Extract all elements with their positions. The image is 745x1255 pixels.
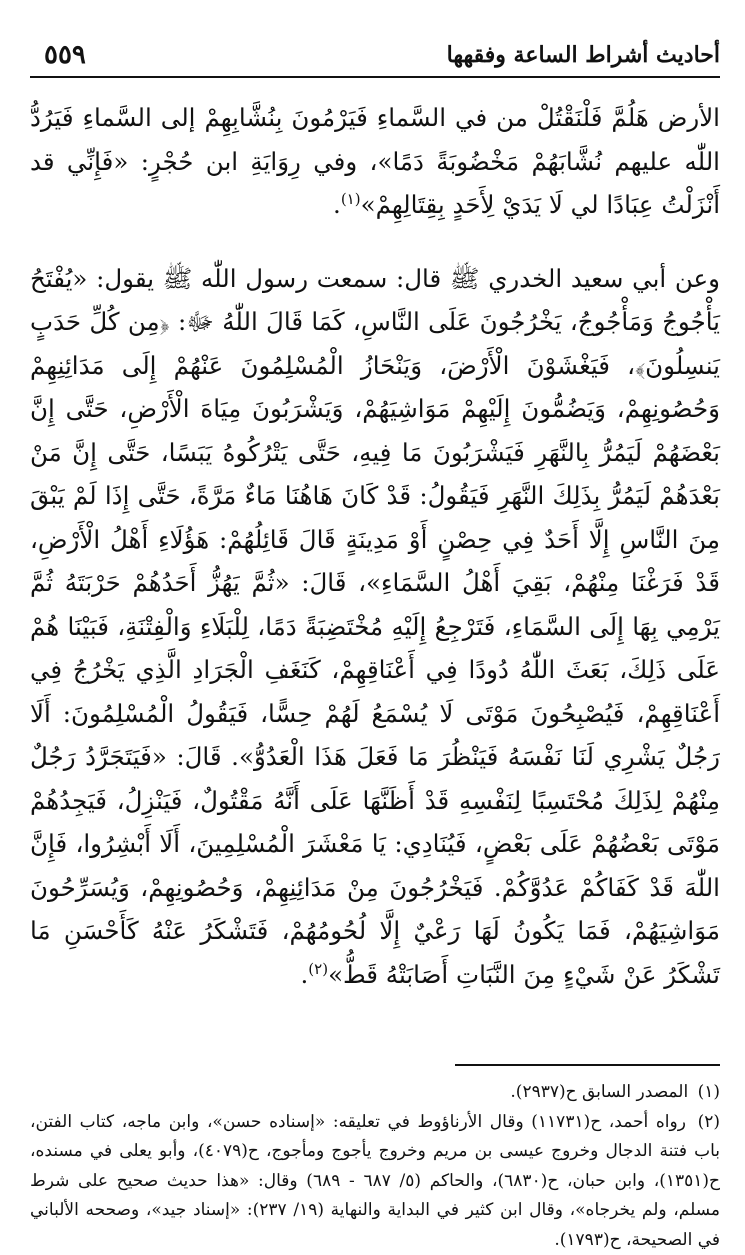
footnote-separator: [455, 1064, 720, 1066]
footnote: [30, 1078, 720, 1108]
footnote-text: رواه أحمد، ح(١١٧٣١) وقال الأرناؤوط في تعليقه: «إسناده حسن»، وابن ماجه، كتاب الفتن، باب فتنة الدجال وخروج عيسى بن مريم وخروج يأجوج ومأجوج، ح(٤٠٧٩)، وأبو يعلى في مسنده، ح(١٣٥١)، وابن حبان، ح(٦٨٣٠)، والحاكم (٥/ ٦٨٧ - ٦٨٩) وقال: «هذا حديث صحيح على شرط مسلم، ولم يخرجاه»، وقال ابن كثير في البداية والنهاية (١٩/ ٢٣٧): «إسناد جيد»، وصححه الألباني في الصحيحة، ح(١٧٩٣).: [30, 1112, 720, 1250]
main-text: [30, 96, 720, 996]
paragraph-text: الأرض هَلُمَّ فَلْنَقْتُلْ من في السَّماءِ فَيَرْمُونَ بِنُشَّابِهِمْ إلى السَّماءِ فَيَرُدُّ اللّٰه عليهم نُشَّابَهُمْ مَخْضُوبَةً دَمًا»، وفي رِوَايَةِ ابن حُجْرٍ: «فَإِنِّي قد أَنْزَلْتُ عِبَادًا لي لَا يَدَيْ لِأَحَدٍ بِقِتَالِهِمْ»: [30, 103, 720, 219]
footnote-number: (١): [698, 1082, 720, 1102]
footnote-reference: (٢): [308, 959, 328, 977]
page-header: [30, 40, 720, 78]
running-title: أحاديث أشراط الساعة وفقهها: [447, 42, 720, 68]
footnotes: [30, 1078, 720, 1255]
footnote-number: (٢): [698, 1112, 720, 1132]
paragraph-text: وعن أبي سعيد الخدري ﷺ قال: سمعت رسول اللّٰه ﷺ يقول: «يُفْتَحُ يَأْجُوجُ وَمَأْجُوجُ، يَخْرُجُونَ عَلَى النَّاسِ، كَمَا قَالَ اللّٰهُ ﷻ: ﴿مِن كُلِّ حَدَبٍ يَنسِلُونَ﴾، فَيَغْشَوْنَ الْأَرْضَ، وَيَنْحَازُ الْمُسْلِمُونَ عَنْهُمْ إِلَى مَدَائِنِهِمْ وَحُصُونِهِمْ، وَيَضُمُّونَ إِلَيْهِمْ مَوَاشِيَهُمْ، وَيَشْرَبُونَ مِيَاهَ الْأَرْضِ، حَتَّى إِنَّ بَعْضَهُمْ لَيَمُرُّ بِالنَّهَرِ فَيَشْرَبُونَ مَا فِيهِ، حَتَّى يَتْرُكُوهُ يَبَسًا، حَتَّى إِنَّ مَنْ بَعْدَهُمْ لَيَمُرُّ بِذَلِكَ النَّهَرِ فَيَقُولُ: قَدْ كَانَ هَاهُنَا مَاءٌ مَرَّةً، حَتَّى إِذَا لَمْ يَبْقَ مِنَ النَّاسِ إِلَّا أَحَدٌ فِي حِصْنٍ أَوْ مَدِينَةٍ قَالَ قَائِلُهُمْ: هَؤُلَاءِ أَهْلُ الْأَرْضِ، قَدْ فَرَغْنَا مِنْهُمْ، بَقِيَ أَهْلُ السَّمَاءِ»، قَالَ: «ثُمَّ يَهُزُّ أَحَدُهُمْ حَرْبَتَهُ ثُمَّ يَرْمِي بِهَا إِلَى السَّمَاءِ، فَتَرْجِعُ إِلَيْهِ مُخْتَضِبَةً دَمًا، لِلْبَلَاءِ وَالْفِتْنَةِ، فَبَيْنَا هُمْ عَلَى ذَلِكَ، بَعَثَ اللّٰهُ دُودًا فِي أَعْنَاقِهِمْ، كَنَغَفِ الْجَرَادِ الَّذِي يَخْرُجُ فِي أَعْنَاقِهِمْ، فَيُصْبِحُونَ مَوْتَى لَا يُسْمَعُ لَهُمْ حِسًّا، فَيَقُولُ الْمُسْلِمُونَ: أَلَا رَجُلٌ يَشْرِي لَنَا نَفْسَهُ فَيَنْظُرَ مَا فَعَلَ هَذَا الْعَدُوُّ». قَالَ: «فَيَتَجَرَّدُ رَجُلٌ مِنْهُمْ لِذَلِكَ مُحْتَسِبًا لِنَفْسِهِ قَدْ أَظَنَّهَا عَلَى أَنَّهُ مَقْتُولٌ، فَيَنْزِلُ، فَيَجِدُهُمْ مَوْتَى بَعْضُهُمْ عَلَى بَعْضٍ، فَيُنَادِي: يَا مَعْشَرَ الْمُسْلِمِينَ، أَلَا أَبْشِرُوا، فَإِنَّ اللّٰهَ قَدْ كَفَاكُمْ عَدُوَّكُمْ. فَيَخْرُجُونَ مِنْ مَدَائِنِهِمْ، وَحُصُونِهِمْ، وَيُسَرِّحُونَ مَوَاشِيَهُمْ، فَمَا يَكُونُ لَهَا رَعْيٌ إِلَّا لُحُومُهُمْ، فَتَشْكَرُ عَنْهُ كَأَحْسَنِ مَا تَشْكَرُ عَنْ شَيْءٍ مِنَ النَّبَاتِ أَصَابَتْهُ قَطُّ»: [30, 264, 720, 989]
footnote-text: المصدر السابق ح(٢٩٣٧).: [510, 1082, 688, 1102]
page-number: ٥٥٩: [44, 40, 86, 70]
footnote-reference: (١): [341, 190, 361, 208]
paragraph-end-mark: .: [300, 960, 308, 989]
paragraph: الأرض هَلُمَّ فَلْنَقْتُلْ من في السَّماءِ فَيَرْمُونَ بِنُشَّابِهِمْ إلى السَّماءِ فَيَرُدُّ اللّٰه عليهم نُشَّابَهُمْ مَخْضُوبَةً دَمًا»، وفي رِوَايَةِ ابن حُجْرٍ: «فَإِنِّي قد أَنْزَلْتُ عِبَادًا لي لَا يَدَيْ لِأَحَدٍ بِقِتَالِهِمْ»$^{(١)}$.: [30, 96, 720, 227]
book-page: [30, 40, 720, 1080]
paragraph: [30, 257, 720, 997]
footnote: [30, 1108, 720, 1255]
